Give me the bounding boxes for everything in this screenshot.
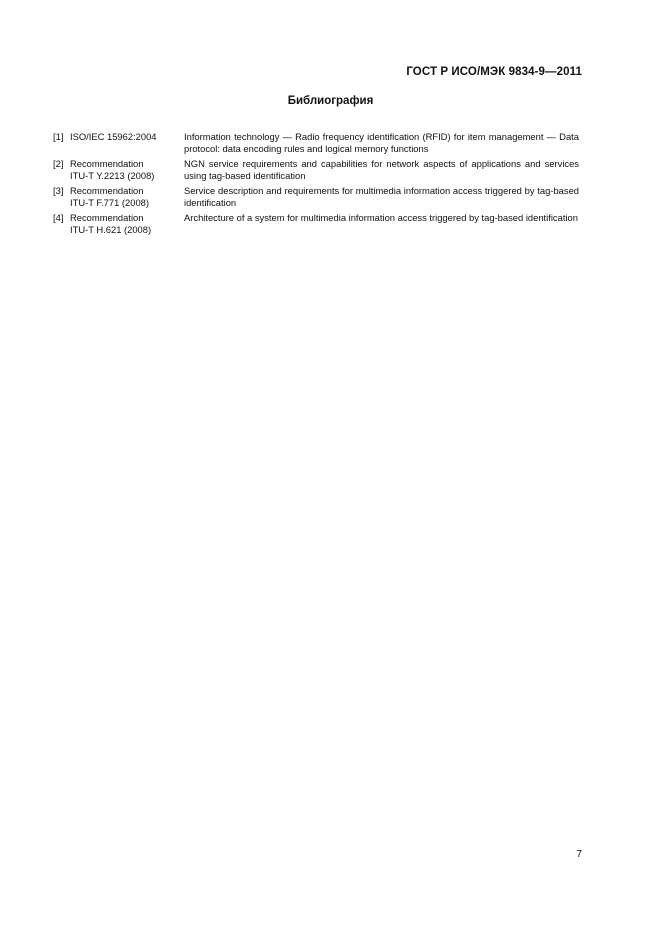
- entry-title: Service description and requirements for multimedia information access triggered by tag-based identification: [184, 185, 579, 208]
- entry-reference-line: Recommendation: [70, 158, 144, 169]
- entry-reference-line: ITU-T H.621 (2008): [70, 223, 152, 235]
- entry-reference: [70, 131, 184, 154]
- entry-reference: [70, 158, 184, 181]
- entry-reference-line: ITU-T Y.2213 (2008): [70, 169, 155, 181]
- entry-reference-line: ITU-T F.771 (2008): [70, 196, 150, 208]
- entry-reference: [70, 212, 184, 235]
- entry-title: Information technology — Radio frequency identification (RFID) for item management — Data protocol: data encoding rules and logical memory functions: [184, 131, 579, 154]
- entry-reference-line: ISO/IEC 15962:2004: [70, 131, 157, 142]
- bibliography-title: Библиография: [287, 95, 374, 107]
- page-number: 7: [576, 849, 582, 860]
- entry-number: [3]: [53, 185, 64, 196]
- entry-number: [2]: [53, 158, 64, 169]
- entry-reference: [70, 185, 184, 208]
- bibliography-entry-3: [53, 185, 579, 208]
- bibliography-entry-4: [53, 212, 579, 235]
- entry-reference-line: Recommendation: [70, 185, 144, 196]
- bibliography-entry-1: [53, 131, 579, 154]
- entry-title: NGN service requirements and capabilities for network aspects of applications and services using tag-based identification: [184, 158, 579, 181]
- entry-number: [4]: [53, 212, 64, 223]
- entry-reference-line: Recommendation: [70, 212, 144, 223]
- bibliography-list: [53, 131, 579, 239]
- entry-number: [1]: [53, 131, 64, 142]
- entry-title: Architecture of a system for multimedia information access triggered by tag-based identification: [184, 212, 578, 223]
- document-code: ГОСТ Р ИСО/МЭК 9834-9—2011: [406, 66, 582, 78]
- bibliography-entry-2: [53, 158, 579, 181]
